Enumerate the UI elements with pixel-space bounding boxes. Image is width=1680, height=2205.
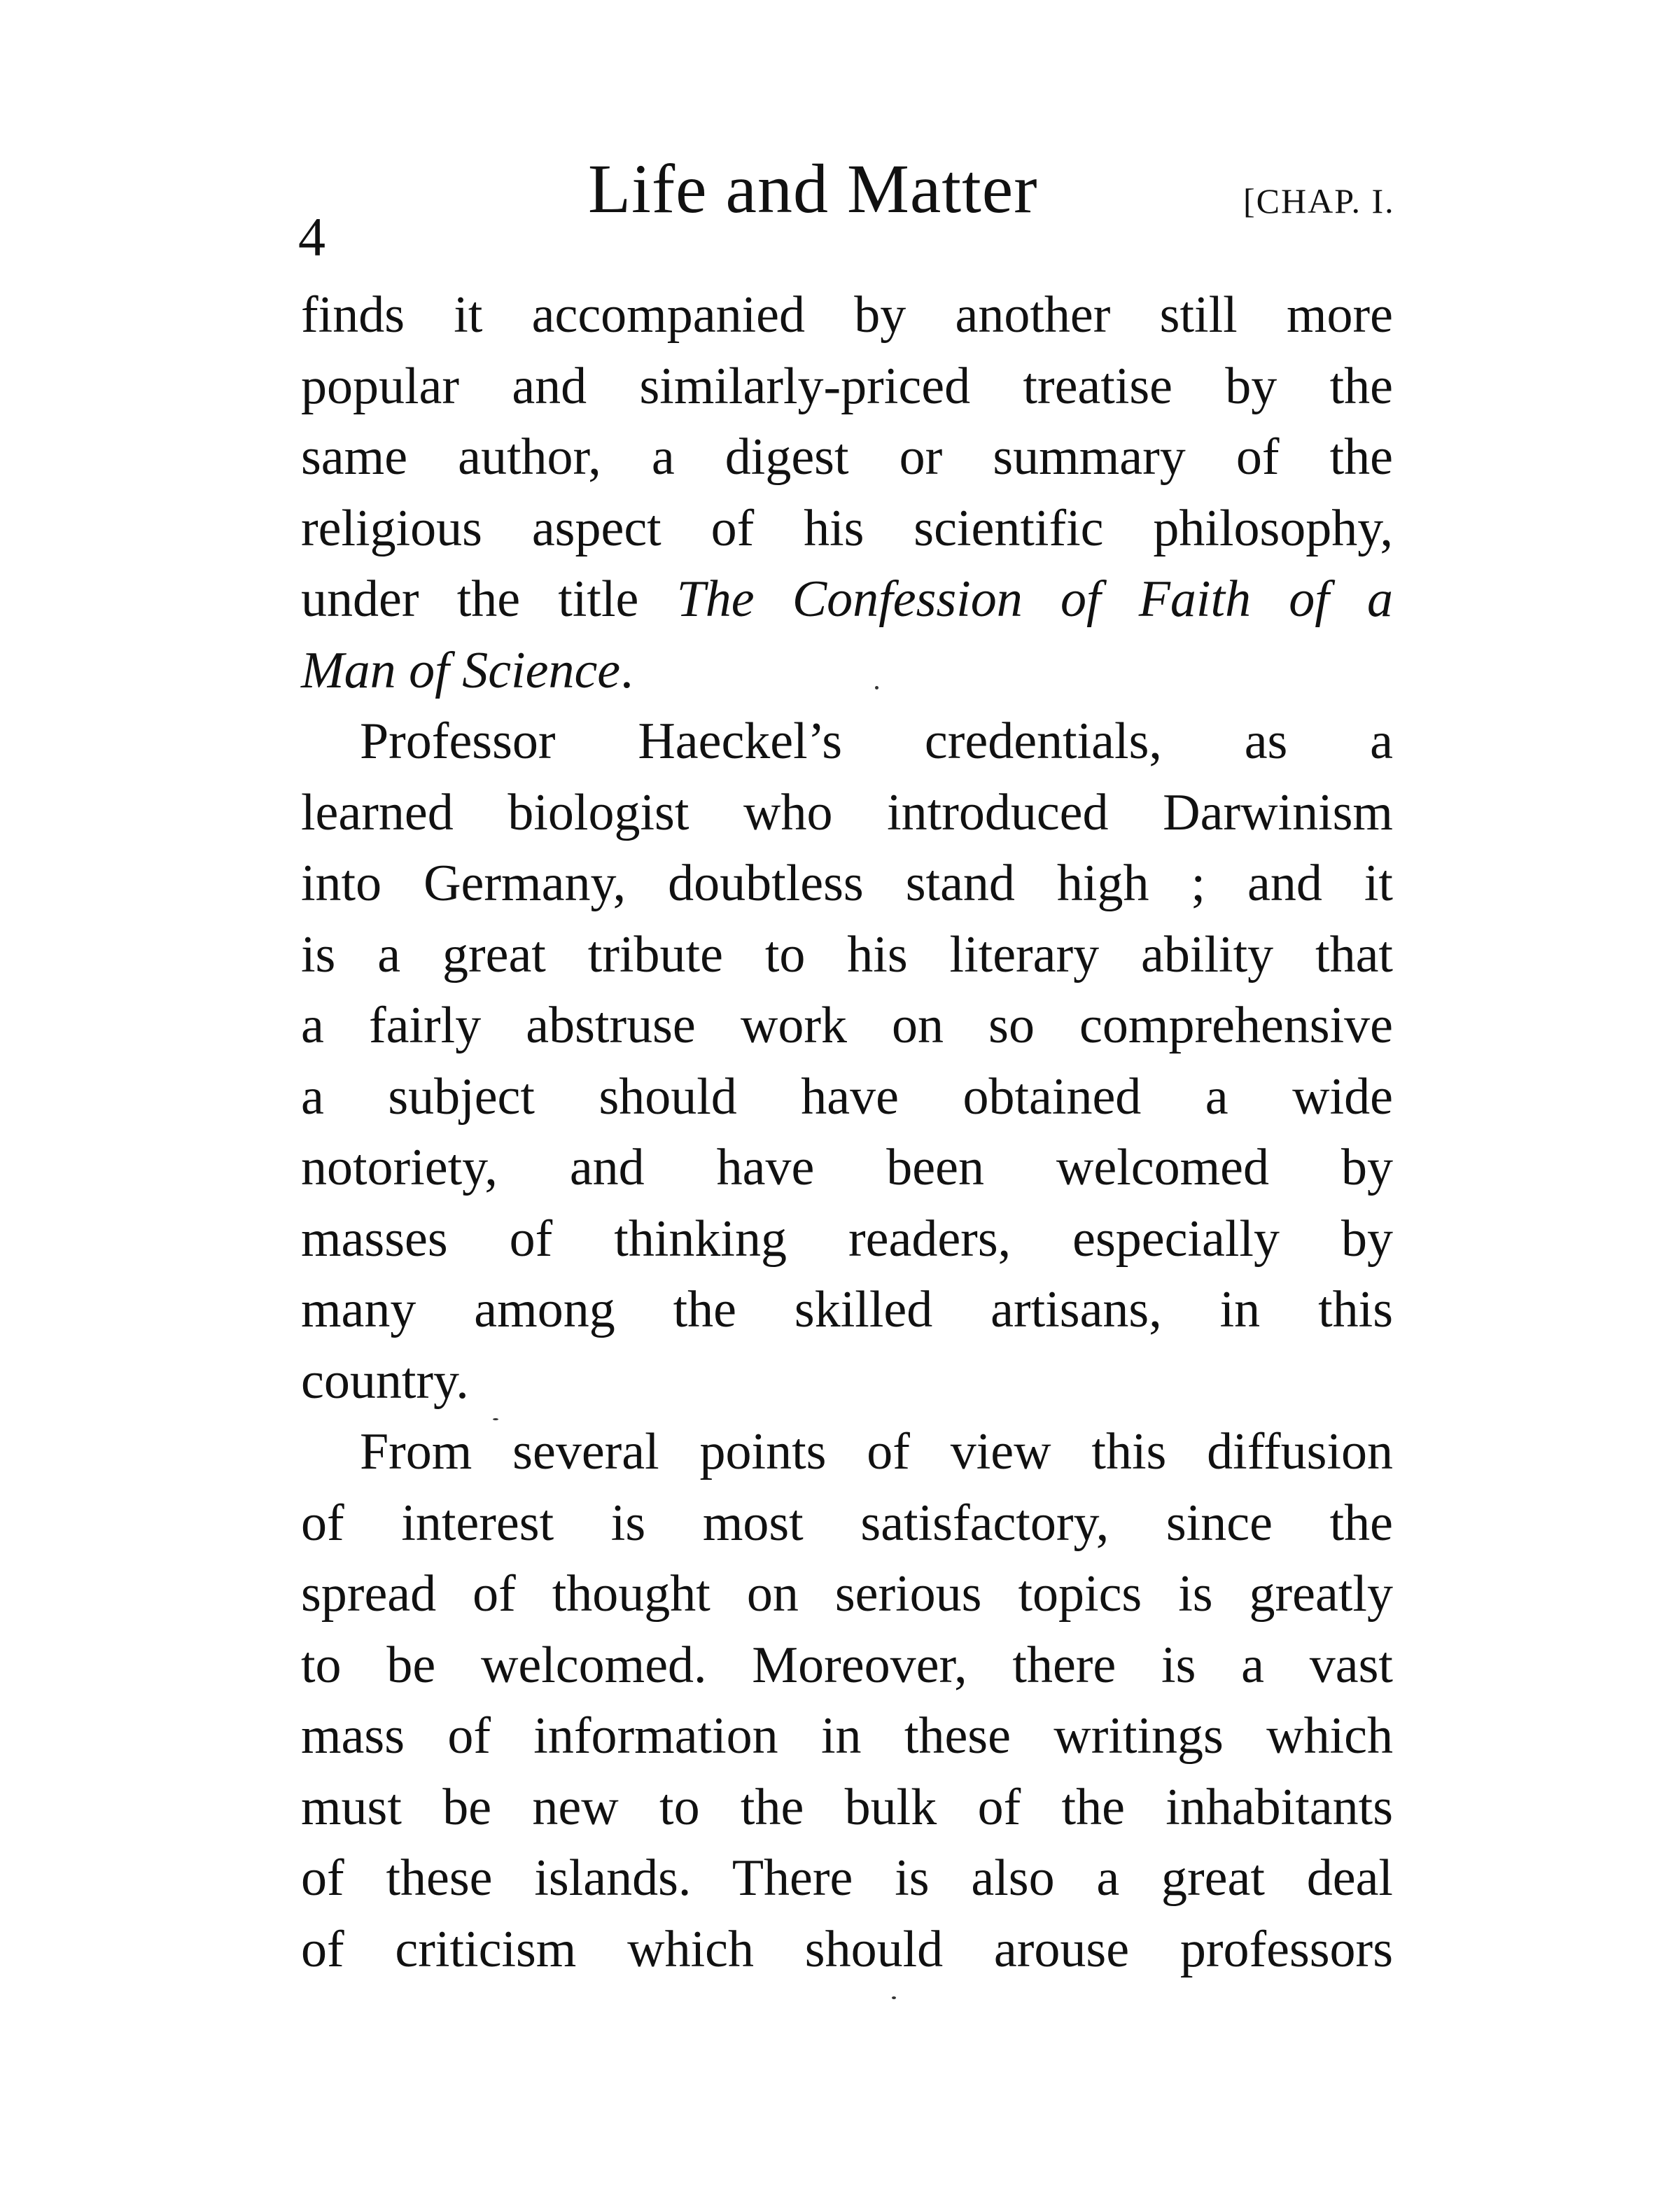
text-line [301,636,1393,707]
text-line: same author, a digest or summary of the [301,428,1393,486]
text-line: into Germany, doubtless stand high ; and it [301,855,1393,912]
text-span: under the title [301,570,677,628]
text-line: a fairly abstruse work on so comprehensive [301,997,1393,1054]
text-line: of criticism which should arouse professors [301,1920,1393,1978]
body-text [301,280,1393,1985]
text-line: notoriety, and have been welcomed by [301,1139,1393,1196]
ink-speck [493,1418,498,1420]
running-title: Life and Matter [588,150,1038,227]
text-line: must be new to the bulk of the inhabitants [301,1778,1393,1836]
ink-speck [892,1996,896,1999]
text-line: of interest is most satisfactory, since the [301,1494,1393,1552]
text-line: a subject should have obtained a wide [301,1068,1393,1126]
text-line: finds it accompanied by another still more [301,286,1393,344]
book-title-italic: Man of Science [301,641,621,699]
text-line: of these islands. There is also a great deal [301,1849,1393,1907]
text-line: masses of thinking readers, especially by [301,1210,1393,1268]
text-line: learned biologist who introduced Darwinism [301,783,1393,841]
text-line: many among the skilled artisans, in this [301,1281,1393,1338]
page-number: 4 [298,206,326,267]
text-line: spread of thought on serious topics is greatly [301,1565,1393,1623]
ink-speck [875,686,878,690]
text-line: is a great tribute to his literary ability that [301,925,1393,983]
chapter-mark: [CHAP. I. [1243,181,1395,220]
text-line: to be welcomed. Moreover, there is a vast [301,1636,1393,1694]
text-span: . [620,641,634,699]
paragraph-first-line: From several points of view this diffusion [360,1423,1393,1480]
text-line: popular and similarly-priced treatise by the [301,357,1393,415]
text-line [301,564,1393,636]
text-line: mass of information in these writings which [301,1707,1393,1765]
text-line: religious aspect of his scientific philosophy, [301,499,1393,557]
paragraph-first-line: Professor Haeckel’s credentials, as a [360,713,1393,770]
text-line: country. [301,1352,469,1410]
book-title-italic: The Confession of Faith of a [676,570,1394,628]
